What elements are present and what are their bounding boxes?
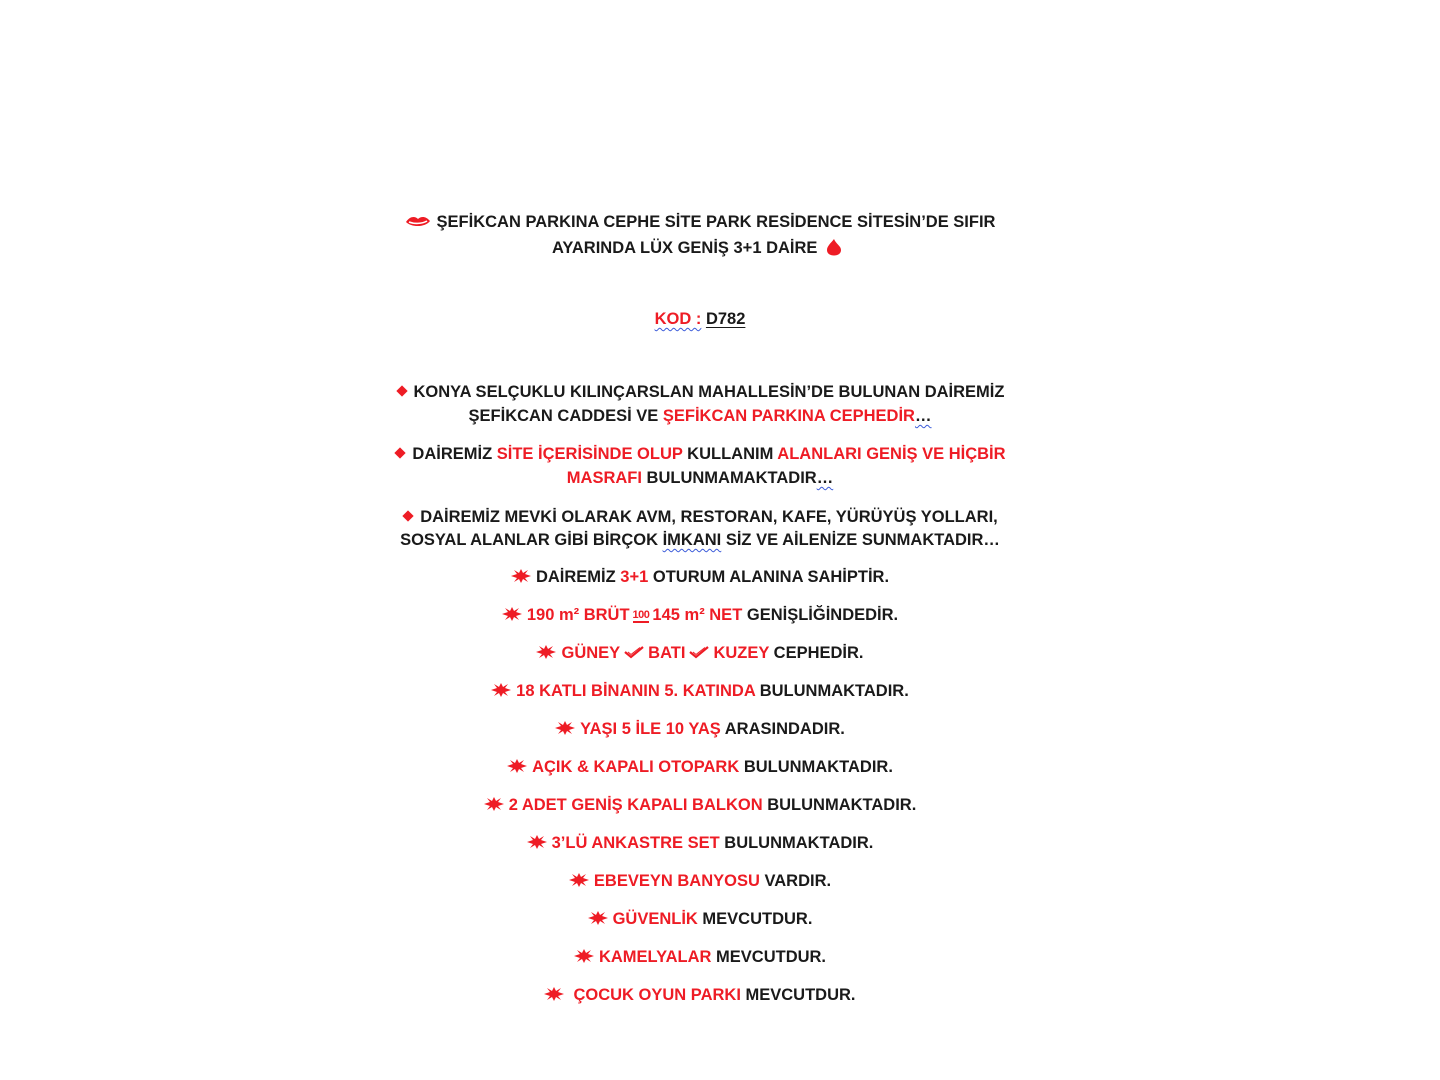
red-drop-icon — [826, 238, 842, 256]
paragraph-1-line-2 — [350, 404, 1050, 428]
document-page — [350, 0, 1050, 1080]
feature-8-text: BULUNMAKTADIR. — [719, 834, 874, 852]
feature-5-highlight: YAŞI 5 İLE 10 YAŞ — [580, 720, 721, 738]
code-line — [350, 307, 1050, 331]
red-burst-icon — [544, 987, 564, 1001]
feature-11-highlight: KAMELYALAR — [598, 948, 712, 966]
red-burst-icon — [507, 759, 527, 773]
title-text-1: ŞEFİKCAN PARKINA CEPHE SİTE PARK RESİDENCE SİTESİN’DE SIFIR — [436, 213, 996, 231]
feature-2-highlight-a: 190 m² BRÜT — [526, 606, 630, 624]
feature-1-text-a: DAİREMİZ — [535, 568, 621, 586]
feature-7-text: BULUNMAKTADIR. — [762, 796, 917, 814]
feature-3-text-d: CEPHEDİR. — [769, 644, 864, 662]
paragraph-3-text-2b: İMKANI — [662, 531, 722, 549]
paragraph-2-line-2 — [350, 466, 1050, 490]
feature-9-highlight: EBEVEYN BANYOSU — [593, 872, 760, 890]
feature-10-highlight: GÜVENLİK — [612, 910, 698, 928]
paragraph-2-text-a: DAİREMİZ — [412, 445, 497, 463]
red-burst-icon — [527, 835, 547, 849]
paragraph-3-text-2a: SOSYAL ALANLAR GİBİ BİRÇOK — [400, 531, 663, 549]
feature-line-12 — [350, 983, 1050, 1007]
feature-line-6 — [350, 755, 1050, 779]
red-burst-icon — [511, 569, 531, 583]
paragraph-2-text-b: KULLANIM — [682, 445, 778, 463]
paragraph-3-text-2c: SİZ VE AİLENİZE SUNMAKTADIR… — [721, 531, 1000, 549]
feature-line-4 — [350, 679, 1050, 703]
paragraph-2-ellipsis: … — [816, 469, 834, 487]
title-line-2 — [350, 236, 1050, 260]
red-burst-icon — [555, 721, 575, 735]
feature-1-text-c: OTURUM ALANINA SAHİPTİR. — [648, 568, 890, 586]
feature-10-text: MEVCUTDUR. — [697, 910, 813, 928]
feature-6-highlight: AÇIK & KAPALI OTOPARK — [532, 758, 740, 776]
feature-line-1 — [350, 565, 1050, 589]
title-line-1 — [350, 210, 1050, 234]
paragraph-2-text-c: BULUNMAMAKTADIR — [641, 469, 817, 487]
feature-2-text-c: GENİŞLİĞİNDEDİR. — [742, 606, 899, 624]
red-burst-icon — [588, 911, 608, 925]
red-burst-icon — [574, 949, 594, 963]
paragraph-2-line-1 — [350, 442, 1050, 466]
red-burst-icon — [569, 873, 589, 887]
feature-4-highlight: 18 KATLI BİNANIN 5. KATINDA — [516, 682, 756, 700]
feature-line-5 — [350, 717, 1050, 741]
feature-1-highlight: 3+1 — [620, 568, 649, 586]
paragraph-3-line-1 — [350, 505, 1050, 529]
feature-7-highlight: 2 ADET GENİŞ KAPALI BALKON — [508, 796, 763, 814]
paragraph-3-text-1: DAİREMİZ MEVKİ OLARAK AVM, RESTORAN, KAFE, YÜRÜYÜŞ YOLLARI, — [420, 508, 998, 526]
red-lips-icon — [405, 215, 431, 229]
check-mark-icon — [688, 645, 710, 659]
title-text-2: AYARINDA LÜX GENİŞ 3+1 DAİRE — [551, 239, 818, 257]
paragraph-1-text-2: ŞEFİKCAN CADDESİ VE — [468, 407, 663, 425]
feature-9-text: VARDIR. — [759, 872, 832, 890]
feature-line-10 — [350, 907, 1050, 931]
paragraph-2-highlight-a: SİTE İÇERİSİNDE OLUP — [496, 445, 683, 463]
red-diamond-icon — [395, 447, 406, 458]
red-diamond-icon — [396, 385, 407, 396]
feature-11-text: MEVCUTDUR. — [711, 948, 827, 966]
paragraph-3-line-2 — [350, 528, 1050, 552]
feature-3-highlight-b: BATI — [648, 644, 686, 662]
check-mark-icon — [623, 645, 645, 659]
paragraph-2-highlight-c: MASRAFI — [566, 469, 642, 487]
feature-line-7 — [350, 793, 1050, 817]
feature-2-highlight-b: 145 m² NET — [652, 606, 743, 624]
feature-line-3 — [350, 641, 1050, 665]
feature-line-9 — [350, 869, 1050, 893]
feature-line-2 — [350, 603, 1050, 627]
feature-4-text: BULUNMAKTADIR. — [755, 682, 909, 700]
feature-8-highlight: 3’LÜ ANKASTRE SET — [551, 834, 720, 852]
feature-3-highlight-a: GÜNEY — [561, 644, 621, 662]
code-label: KOD : — [654, 310, 702, 328]
hundred-points-icon: 100 — [632, 608, 650, 621]
feature-12-highlight: ÇOCUK OYUN PARKI — [573, 986, 741, 1004]
red-burst-icon — [502, 607, 522, 621]
code-value: D782 — [705, 310, 746, 328]
feature-3-highlight-c: KUZEY — [713, 644, 770, 662]
red-diamond-icon — [403, 510, 414, 521]
feature-line-11 — [350, 945, 1050, 969]
paragraph-1-line-1 — [350, 380, 1050, 404]
feature-line-8 — [350, 831, 1050, 855]
red-burst-icon — [536, 645, 556, 659]
red-burst-icon — [484, 797, 504, 811]
paragraph-1-highlight: ŞEFİKCAN PARKINA CEPHEDİR — [662, 407, 915, 425]
feature-5-text: ARASINDADIR. — [720, 720, 845, 738]
paragraph-1-text-1: KONYA SELÇUKLU KILINÇARSLAN MAHALLESİN’DE BULUNAN DAİREMİZ — [413, 383, 1005, 401]
feature-12-text: MEVCUTDUR. — [740, 986, 856, 1004]
feature-6-text: BULUNMAKTADIR. — [739, 758, 893, 776]
paragraph-1-ellipsis: … — [914, 407, 932, 425]
red-burst-icon — [491, 683, 511, 697]
paragraph-2-highlight-b: ALANLARI GENİŞ VE HİÇBİR — [777, 445, 1006, 463]
